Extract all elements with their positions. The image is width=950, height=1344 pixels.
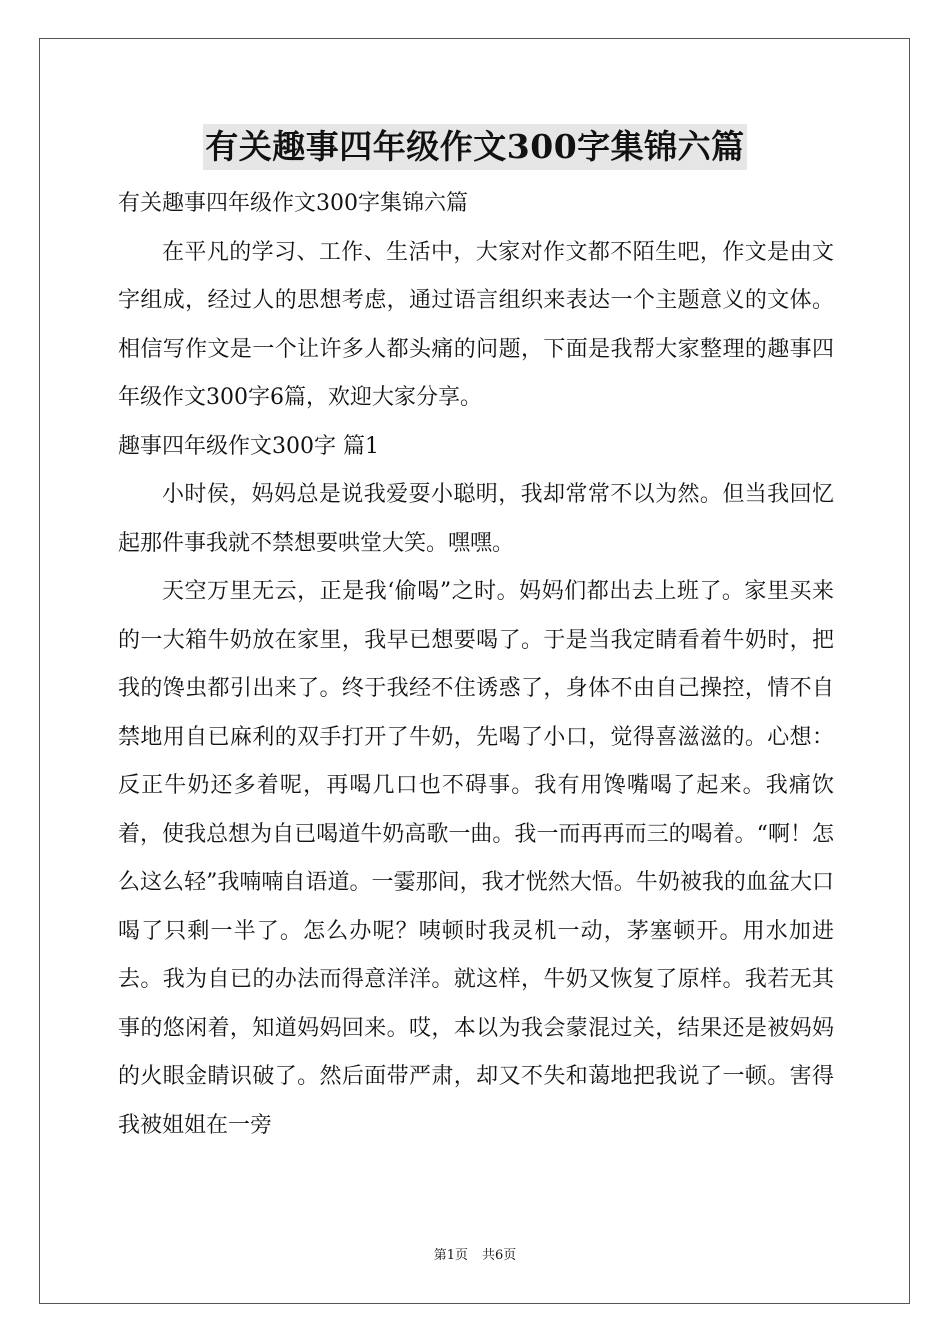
intro-paragraph: 在平凡的学习、工作、生活中，大家对作文都不陌生吧，作文是由文字组成，经过人的思想考虑，通过语言组织来表达一个主题意义的文体。相信写作文是一个让许多人都头痛的问题，下面是我帮大家整理的趣事四年级作文300字6篇，欢迎大家分享。	[118, 239, 834, 410]
document-body	[118, 180, 834, 1150]
page-number: 第1页	[433, 1248, 468, 1263]
page-footer	[0, 1246, 950, 1266]
page-total: 共6页	[482, 1248, 517, 1263]
document-subtitle: 有关趣事四年级作文300字集锦六篇	[118, 191, 468, 216]
story-paragraph-2: 天空万里无云，正是我‘偷喝”之时。妈妈们都出去上班了。家里买来的一大箱牛奶放在家里，我早已想要喝了。于是当我定睛看着牛奶时，把我的馋虫都引出来了。终于我经不住诱惑了，身体不由自己操控，情不自禁地用自已麻利的双手打开了牛奶，先喝了小口，觉得喜滋滋的。心想：反正牛奶还多着呢，再喝几口也不碍事。我有用馋嘴喝了起来。我痛饮着，使我总想为自已喝道牛奶高歌一曲。我一而再再而三的喝着。“啊！怎么这么轻”我喃喃自语道。一霎那间，我才恍然大悟。牛奶被我的血盆大口喝了只剩一半了。怎么办呢？咦顿时我灵机一动，茅塞顿开。用水加进去。我为自已的办法而得意洋洋。就这样，牛奶又恢复了原样。我若无其事的悠闲着，知道妈妈回来。哎，本以为我会蒙混过关，结果还是被妈妈的火眼金睛识破了。然后面带严肃，却又不失和蔼地把我说了一顿。害得我被姐姐在一旁	[118, 579, 834, 1138]
document-title: 有关趣事四年级作文300字集锦六篇	[203, 124, 746, 170]
story-paragraph-1: 小时侯，妈妈总是说我爱耍小聪明，我却常常不以为然。但当我回忆起那件事我就不禁想要哄堂大笑。嘿嘿。	[118, 482, 834, 556]
title-container	[0, 124, 950, 170]
section-heading: 趣事四年级作文300字 篇1	[118, 433, 379, 459]
